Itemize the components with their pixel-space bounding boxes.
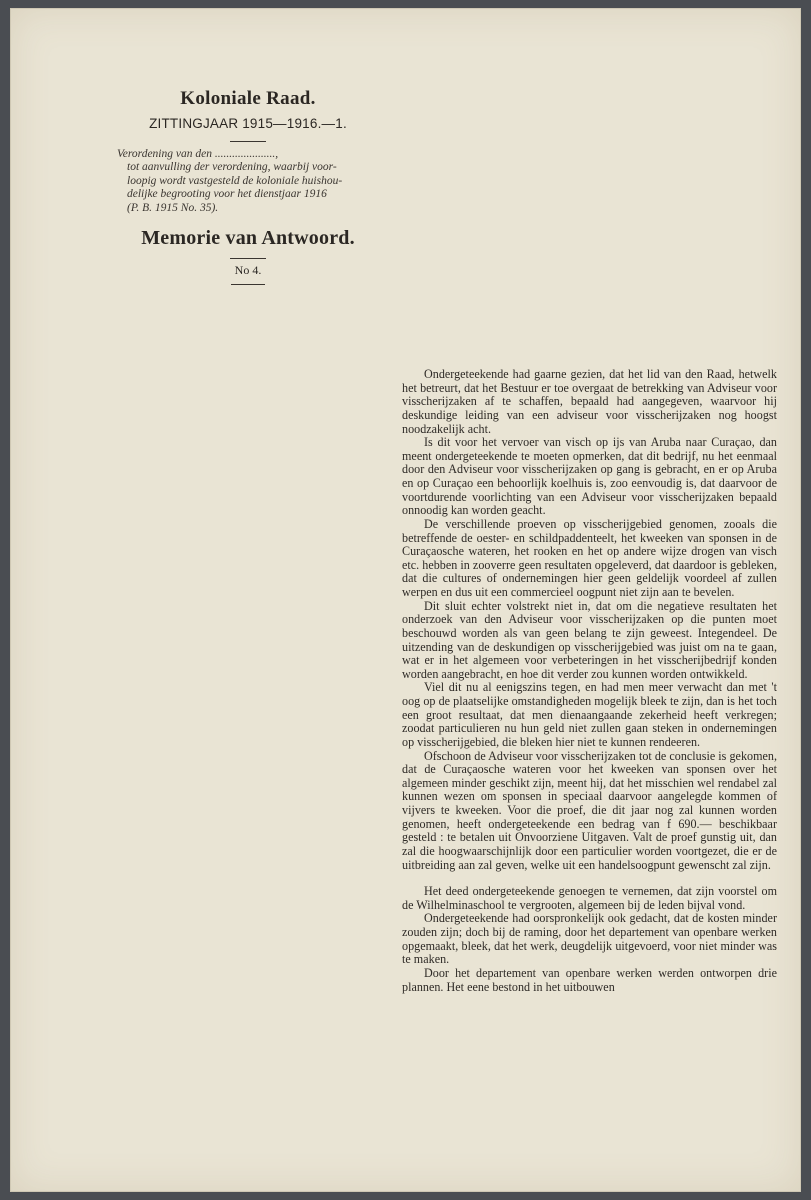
paragraph: Door het departement van openbare werken werden ontworpen drie plannen. Het eene bestond in het uitbouwen <box>402 965 777 994</box>
paragraph: Viel dit nu al eenigszins tegen, en had men meer verwacht dan met 't oog op de plaatselijke omstandigheden mogelijk bleek te zijn, dan is het toch een groot resultaat, dat men dienaangaande zekerheid heeft verkregen; zoodat particulieren nu hun geld niet zullen gaan steken in ondernemingen op visscherijgebied, die bleken hier niet te kunnen rendeeren. <box>402 680 777 749</box>
council-title: Koloniale Raad. <box>180 88 316 109</box>
ordinance-line: delijke begrooting voor het dienstjaar 1916 <box>127 188 327 201</box>
document-number: No 4. <box>234 263 262 278</box>
document-title: Memorie van Antwoord. <box>141 227 355 250</box>
paragraph: Dit sluit echter volstrekt niet in, dat om die negatieve resultaten het onderzoek van den Adviseur voor visscherijzaken op die punten moet beschouwd worden als van geen belang te zijn geweest. Integendeel. De uitzending van de deskundigen op visscherijgebied was juist om na te gaan, wat er in het algemeen voor verbeteringen in het visscherijbedrijf konden worden aangebracht, en hoe dit verder zou kunnen worden ontwikkeld. <box>402 598 777 681</box>
session-year: ZITTINGJAAR 1915—1916.—1. <box>149 116 347 131</box>
paragraph: Het deed ondergeteekende genoegen te vernemen, dat zijn voorstel om de Wilhelminaschool te vergrooten, algemeen bij de leden bijval vond. <box>402 884 777 912</box>
divider <box>230 141 266 142</box>
paragraph: Ondergeteekende had oorspronkelijk ook gedacht, dat de kosten minder zouden zijn; doch bij de raming, door het departement van openbare werken opgemaakt, bleek, dat het werk, deugdelijk uitgevoerd, voor niet minder was te maken. <box>402 911 777 967</box>
paragraph: Is dit voor het vervoer van visch op ijs van Aruba naar Curaçao, dan meent ondergeteekende te moeten opmerken, dat dit bedrijf, nu het eenmaal door den Adviseur voor visscherijzaken op gang is gebracht, en er op Aruba en op Curaçao een behoorlijk koelhuis is, zoo eenvoudig is, dat daarvoor de voortdurende voorlichting van een Adviseur voor visscherijzaken bepaald onnoodig kan worden geacht. <box>402 435 777 518</box>
paragraph: Ondergeteekende had gaarne gezien, dat het lid van den Raad, hetwelk het betreurt, dat het Bestuur er toe overgaat de betrekking van Adviseur voor visscherijzaken af te schaffen, bepaald had aangegeven, waarvoor hij deskundige leiding van een adviseur voor visscherijzaken nog hoogst noodzakelijk acht. <box>402 367 777 436</box>
document-header <box>113 88 383 285</box>
paragraph: Ofschoon de Adviseur voor visscherijzaken tot de conclusie is gekomen, dat de Curaçaosche wateren voor het kweeken van sponsen over het algemeen minder geschikt zijn, meent hij, dat het misschien wel rendabel zal kunnen wezen om sponsen in speciaal daarvoor aangelegde kommen of vijvers te kweeken. Voor die proef, die dit jaar nog zal kunnen worden genomen, heeft ondergeteekende een bedrag van f 690.— beschikbaar gesteld : te betalen uit Onvoorziene Uitgaven. Valt de proef gunstig uit, dan zal die hoogwaarschijnlijk door een particulier worden voortgezet, die er de uitbreiding aan zal geven, welke uit een handelsoogpunt gewenscht zal zijn. <box>402 748 777 872</box>
ordinance-line: (P. B. 1915 No. 35). <box>127 201 219 214</box>
body-text <box>402 368 777 994</box>
divider <box>231 284 265 285</box>
ordinance-line: Verordening van den ....................., <box>117 148 279 160</box>
paragraph: De verschillende proeven op visscherijgebied genomen, zooals die betreffende de oester- en schildpaddenteelt, het kweeken van sponsen in de Curaçaosche wateren, het rooken en het op andere wijze drogen van visch etc. hebben in zooverre geen resultaten opgeleverd, dat daardoor is gebleken, dat die cultures of ondernemingen hier geen geldelijk voordeel af zullen werpen en dus uit een commercieel oogpunt niet zijn aan te bevelen. <box>402 516 777 599</box>
ordinance-line: tot aanvulling der verordening, waarbij voor- <box>127 161 337 174</box>
document-page <box>10 8 801 1192</box>
ordinance-line: loopig wordt vastgesteld de koloniale huishou- <box>127 174 343 187</box>
divider <box>230 258 266 259</box>
ordinance-description <box>117 148 365 215</box>
